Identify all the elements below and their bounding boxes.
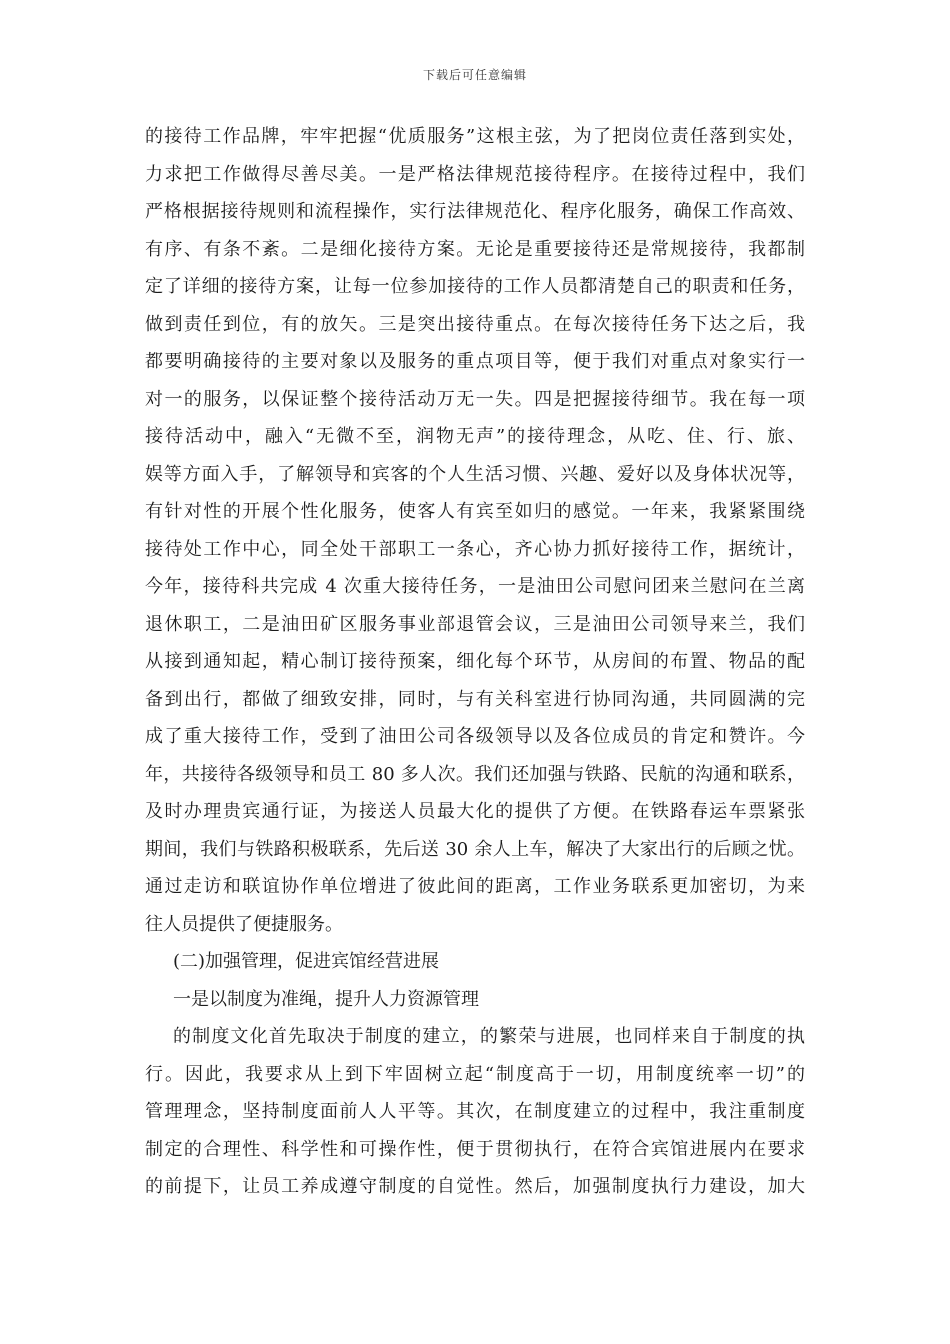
text-line: 往人员提供了便捷服务。 (145, 913, 343, 935)
text-line: 接待活动中，融入“无微不至，润物无声”的接待理念，从吃、住、行、旅、 (145, 426, 805, 447)
text-line: 管理理念，坚持制度面前人人平等。其次，在制度建立的过程中，我注重制度 (145, 1101, 805, 1122)
text-line: 严格根据接待规则和流程操作，实行法律规范化、程序化服务，确保工作高效、 (145, 201, 805, 222)
text-line: 的接待工作品牌，牢牢把握“优质服务”这根主弦，为了把岗位责任落到实处， (145, 126, 805, 147)
text-line: 有序、有条不紊。二是细化接待方案。无论是重要接待还是常规接待，我都制 (145, 238, 805, 260)
text-line: 做到责任到位，有的放矢。三是突出接待重点。在每次接待任务下达之后，我 (145, 313, 805, 335)
text-line: 今年，接待科共完成 4 次重大接待任务，一是油田公司慰问团来兰慰问在兰离 (145, 576, 805, 597)
text-line: 都要明确接待的主要对象以及服务的重点项目等，便于我们对重点对象实行一 (145, 351, 805, 372)
text-line: 制定的合理性、科学性和可操作性，便于贯彻执行，在符合宾馆进展内在要求 (145, 1138, 805, 1160)
text-line: 娱等方面入手，了解领导和宾客的个人生活习惯、兴趣、爱好以及身体状况等， (145, 463, 805, 485)
text-line: 备到出行，都做了细致安排，同时，与有关科室进行协同沟通，共同圆满的完 (145, 688, 805, 710)
text-line: 及时办理贵宾通行证，为接送人员最大化的提供了方便。在铁路春运车票紧张 (145, 801, 805, 822)
subsection-heading: 一是以制度为准绳，提升人力资源管理 (173, 988, 479, 1010)
text-line: 成了重大接待工作，受到了油田公司各级领导以及各位成员的肯定和赞许。今 (145, 726, 805, 747)
page-header: 下载后可任意编辑 (422, 68, 527, 82)
text-line: 期间，我们与铁路积极联系，先后送 30 余人上车，解决了大家出行的后顾之忧。 (145, 838, 805, 860)
text-line: 的前提下，让员工养成遵守制度的自觉性。然后，加强制度执行力建设，加大 (145, 1176, 805, 1197)
text-line: 退休职工，二是油田矿区服务事业部退管会议，三是油田公司领导来兰，我们 (145, 613, 805, 635)
document-body (145, 118, 805, 1206)
text-line: 的制度文化首先取决于制度的建立，的繁荣与进展，也同样来自于制度的执 (173, 1026, 805, 1047)
text-line: 从接到通知起，精心制订接待预案，细化每个环节，从房间的布置、物品的配 (145, 651, 805, 672)
text-line: 有针对性的开展个性化服务，使客人有宾至如归的感觉。一年来，我紧紧围绕 (145, 501, 805, 522)
text-line: 对一的服务，以保证整个接待活动万无一失。四是把握接待细节。我在每一项 (145, 388, 805, 410)
text-line: 接待处工作中心，同全处干部职工一条心，齐心协力抓好接待工作，据统计， (145, 538, 805, 560)
text-line: 定了详细的接待方案，让每一位参加接待的工作人员都清楚自己的职责和任务， (145, 276, 805, 297)
text-line: 年，共接待各级领导和员工 80 多人次。我们还加强与铁路、民航的沟通和联系， (145, 763, 805, 785)
text-line: 力求把工作做得尽善尽美。一是严格法律规范接待程序。在接待过程中，我们 (145, 163, 805, 185)
text-line: 通过走访和联谊协作单位增进了彼此间的距离，工作业务联系更加密切，为来 (145, 876, 805, 897)
text-line: 行。因此，我要求从上到下牢固树立起“制度高于一切，用制度统率一切”的 (145, 1063, 805, 1085)
section-heading: (二)加强管理，促进宾馆经营进展 (173, 951, 440, 972)
